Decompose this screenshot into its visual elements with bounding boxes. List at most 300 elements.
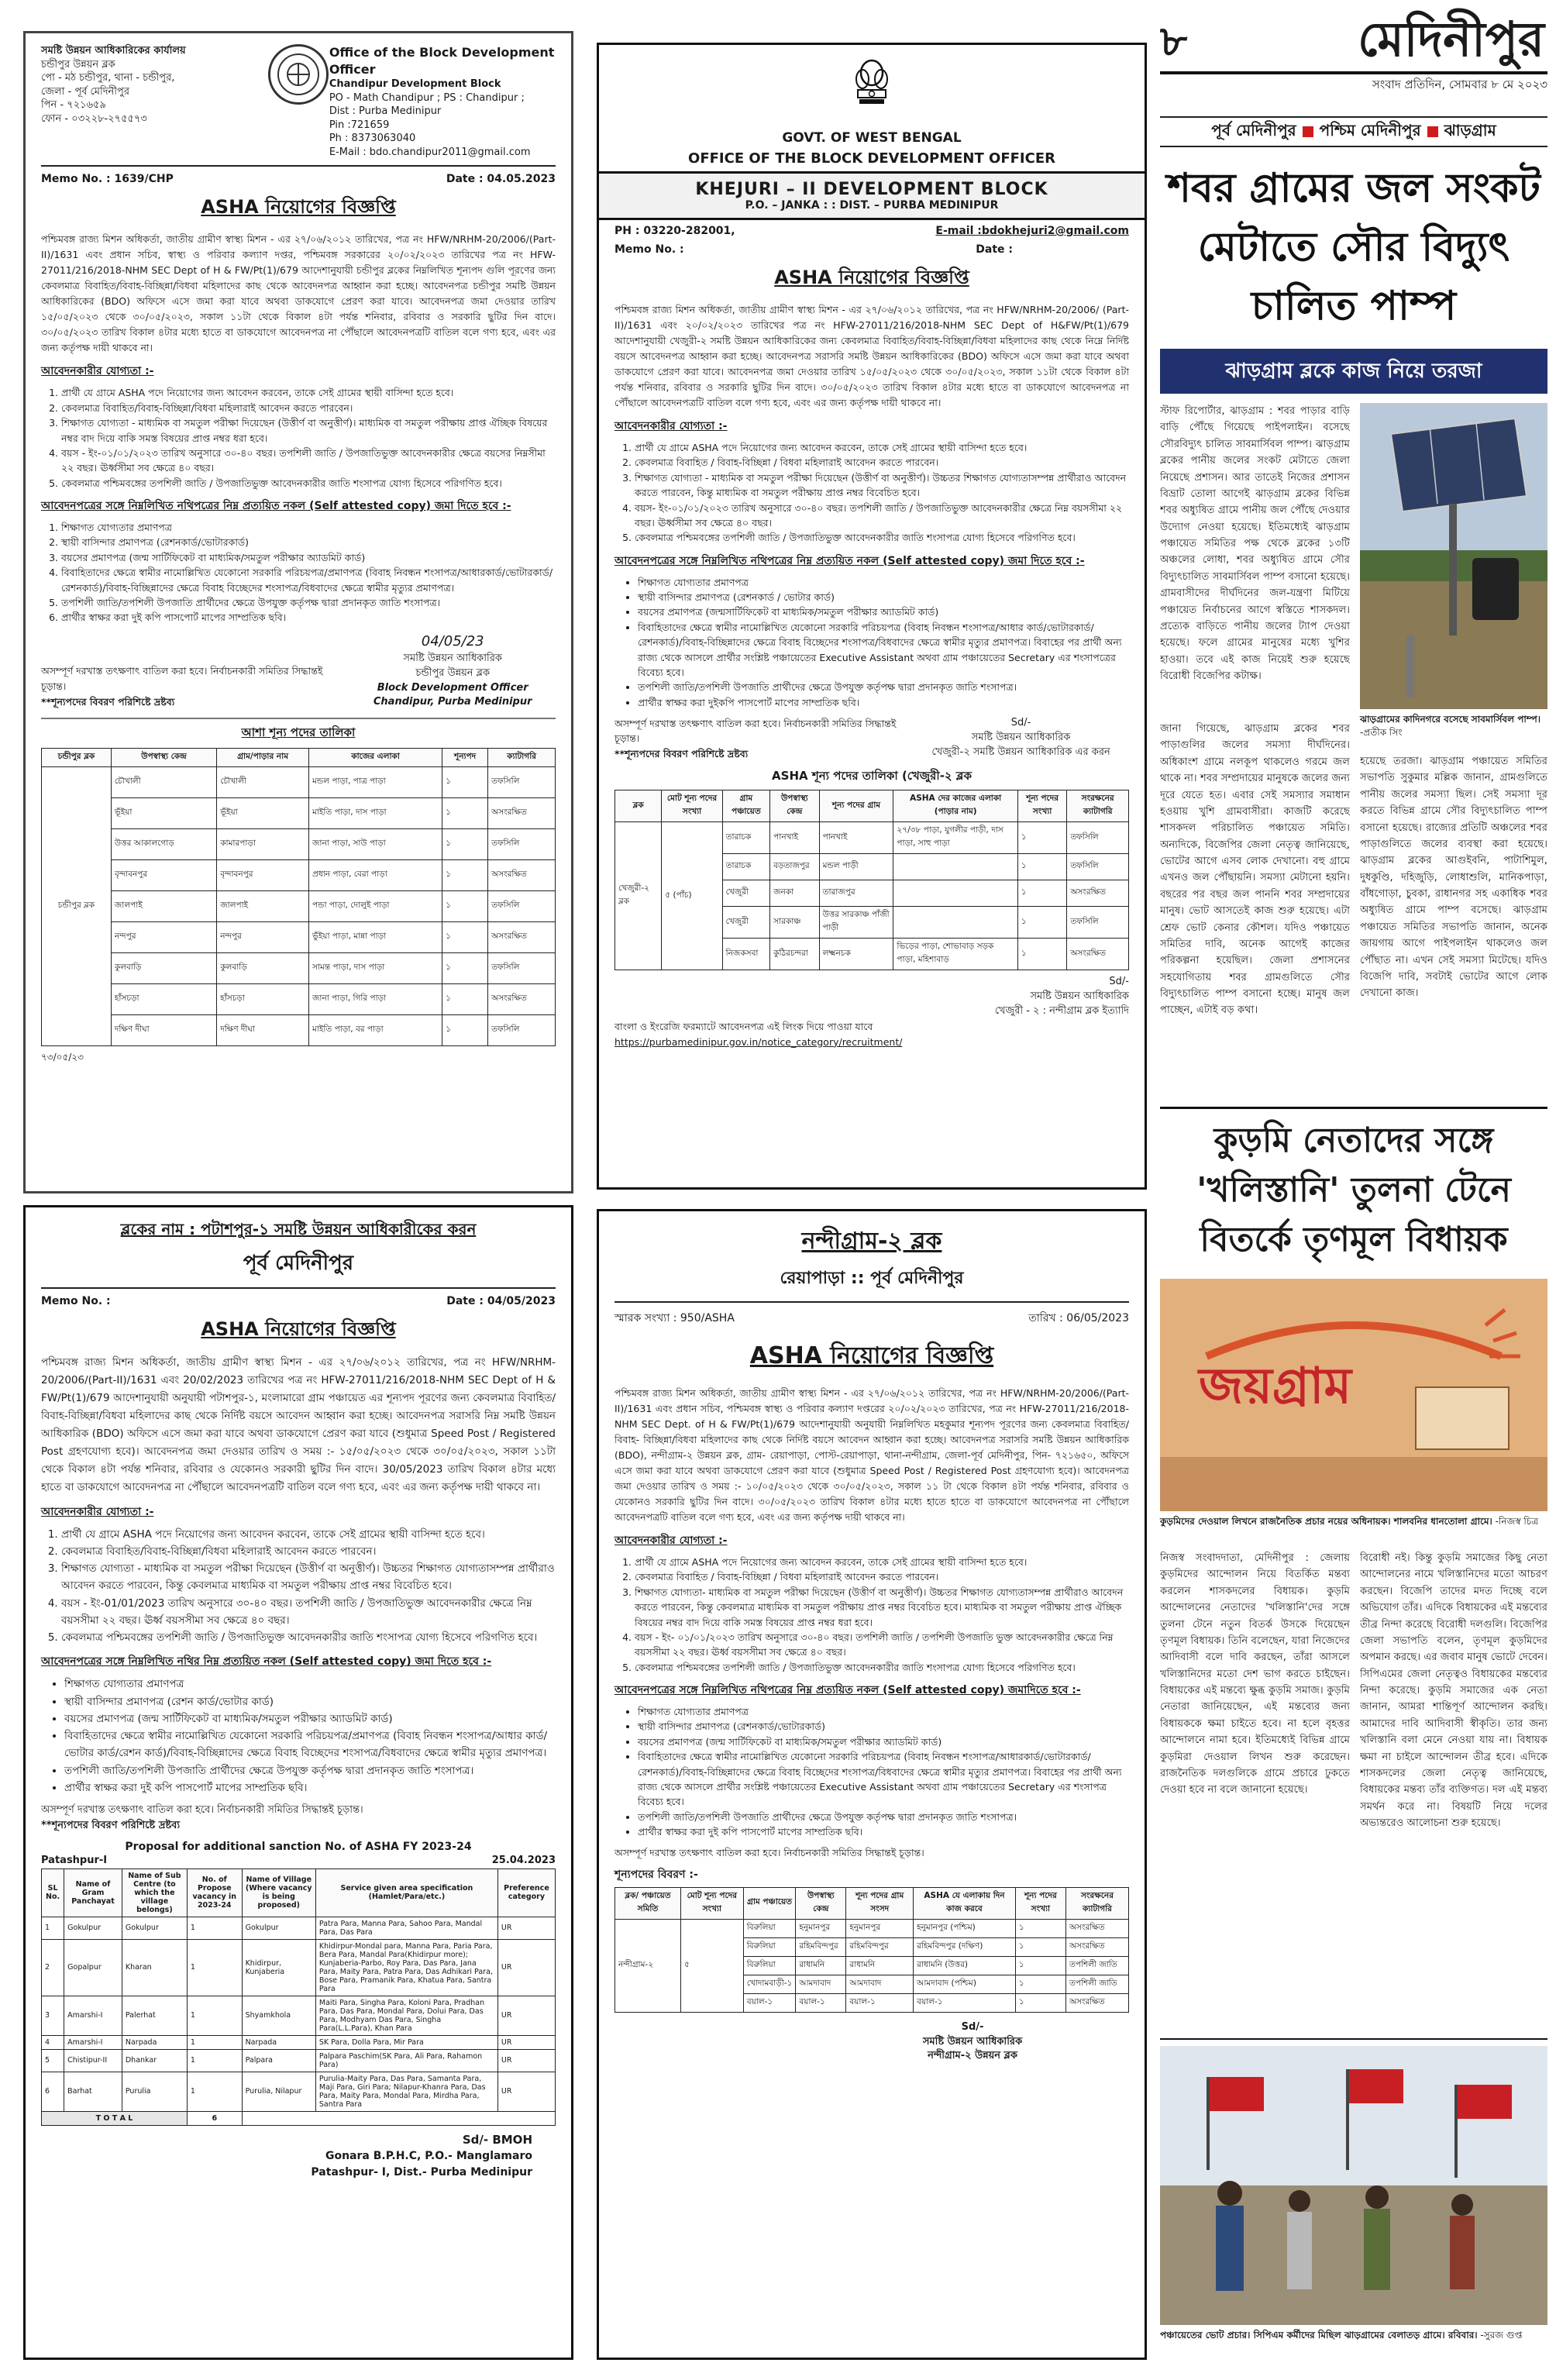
table-row bbox=[42, 767, 556, 798]
national-emblem-icon bbox=[849, 56, 895, 126]
table-row bbox=[42, 860, 556, 891]
signature-line: Sd/- bbox=[1109, 976, 1129, 988]
table-cell: রাধামনি bbox=[796, 1956, 846, 1975]
signature-line: সমষ্টি উন্নয়ন আধিকারিক bbox=[1030, 990, 1129, 1002]
header-line: Chandipur Development Block bbox=[329, 78, 501, 91]
table-cell: 4 bbox=[42, 2035, 64, 2049]
documents-list bbox=[614, 575, 1129, 710]
table-cell: তফসিলি bbox=[488, 829, 556, 860]
table-cell: হনুমানপুর (পশ্চিম) bbox=[914, 1919, 1016, 1937]
table-cell: চৌখালী bbox=[217, 767, 309, 798]
memo-row bbox=[41, 1295, 556, 1307]
list-item: 4. বয়স - ইং- ০১/০১/২০২৩ তারিখ অনুসারে ৩০-৪০ বছর। তপশিলী জাতি / তপশিলী উপজাতি ভুক্ত আবেদনকারীর ক্ষেত্রে নিম্ন বয়সসীমা ২২ বছর। ঊর্ধ্ব বয়সসীমা সব ক্ষেত্রে ৪০ বছর। bbox=[635, 1630, 1129, 1660]
signature-block-2 bbox=[614, 975, 1129, 1019]
photo-credit: -নিজস্ব চিত্র bbox=[1495, 1516, 1539, 1527]
notice-khejuri bbox=[597, 43, 1147, 1190]
list-item: • তপশিলী জাতি/তপশিলী উপজাতি প্রার্থীদের ক্ষেত্রে উপযুক্ত কর্তৃপক্ষ দ্বারা প্রদানকৃত জাতি শংসাপত্র। bbox=[638, 680, 1129, 694]
signature-line: Chandipur, Purba Medinipur bbox=[373, 696, 532, 708]
header-line: Pin :721659 bbox=[329, 119, 390, 131]
signature-line: Gonara B.P.H.C, P.O.- Manglamaro bbox=[325, 2150, 532, 2163]
table-total-value: 6 bbox=[187, 2111, 242, 2125]
table-cell: ১ bbox=[442, 984, 488, 1015]
table-cell: UR bbox=[497, 1917, 555, 1939]
story-text: জানা গিয়েছে, ঝাড়গ্রাম ব্লকের শবর পাড়াগুলির জলের সমস্যা দীর্ঘদিনের। অধিকাংশ গ্রামে নলকূপ থাকলেও গরমে জল থাকে না। শবর সম্প্রদায়ের মানুষকে জলের জন্য দূরে যেতে হত। এবার সেই সমস্যার সমাধান হওয়ায় খুশি গ্রামবাসীরা। কাজটি করেছে শাসকদল পরিচালিত পঞ্চায়েত সমিতি। অন্যদিকে, বিজেপির জেলা নেতৃত্ব জানিয়েছে, ভোটের আগে এসব লোক দেখানো। বহু গ্রামে এখনও জল পৌঁছায়নি। সমস্যা মেটানো হয়নি। বছরের পর বছর জল পাননি শবর সম্প্রদায়ের মানুষ। ভোট আসতেই কাজ শুরু হয়েছে। এটা শ্রেফ ভোট কেনার কৌশল। যদিও পঞ্চায়েত সমিতির দাবি, অনেক আগেই কাজের পরিকল্পনা হয়েছিল। জেলা প্রশাসনের সহযোগিতায় শবর গ্রামগুলিতে সৌর বিদ্যুৎচালিত পাম্প বসানো হচ্ছে। মানুষ জল পাচ্ছেন, এটাই বড় কথা। bbox=[1160, 723, 1350, 1017]
table-cell: ১ bbox=[1015, 1956, 1065, 1975]
table-cell: দক্ষিণ দীঘা bbox=[217, 1015, 309, 1046]
documents-heading: আবেদনপত্রের সঙ্গে নিম্নলিখিত নথিপত্রের নিম্ন প্রত্যয়িত নকল (Self attested copy) জমা দিতে হবে :- bbox=[41, 500, 511, 513]
table-cell: জানা পাড়া, গিরি পাড়া bbox=[309, 984, 442, 1015]
signature-line: Block Development Officer bbox=[377, 681, 528, 694]
story-text: বিরোধী নই। কিন্তু কুড়মি সমাজের কিছু নেতা আন্দোলনের নামে খলিস্তানিদের মতো আচরণ করছেন। বিজেপি তাদের মদত দিচ্ছে বলে অভিযোগ তাঁর। এদিকে বিধায়কের এই মন্তব্যের তীব্র নিন্দা করেছে বিরোধী দলগুলি। বিজেপির জেলা সভাপতি বলেন, তৃণমূল কুড়মিদের অপমান করছে। এর জবাব মানুষ ভোটে দেবেন। সিপিএমের জেলা নেতৃত্বও বিধায়কের মন্তব্যের নিন্দা করেছে। কুড়মি সমাজের এক নেতা জানান, আমরা শান্তিপূর্ণ আন্দোলন করছি। আমাদের দাবি আদিবাসী স্বীকৃতি। তার জন্য খলিস্তানি বলা মেনে নেওয়া যায় না। বিধায়ক ক্ষমা না চাইলে আন্দোলন তীব্র হবে। এদিকে শাসকদলের জেলা নেতৃত্ব জানিয়েছে, বিধায়কের মন্তব্য তাঁর ব্যক্তিগত। দল এই মন্তব্য সমর্থন করে না। বিষয়টি নিয়ে দলের অভ্যন্তরেও আলোচনা শুরু হয়েছে। bbox=[1360, 1552, 1547, 1829]
table-cell: রাধামনি bbox=[846, 1956, 914, 1975]
table-cell: ৫ (পাঁচ) bbox=[662, 822, 722, 970]
table-cell: UR bbox=[497, 2035, 555, 2049]
district-heading: রেয়াপাড়া :: পূর্ব মেদিনীপুর bbox=[780, 1269, 964, 1288]
headline-strap: ঝাড়গ্রাম ব্লকে কাজ নিয়ে তরজা bbox=[1160, 349, 1547, 394]
list-item: 3. বয়সের প্রমাণপত্র (জন্ম সার্টিফিকেট বা মাধ্যমিক/সমতুল পরীক্ষার অ্যাডমিট কার্ড) bbox=[61, 550, 556, 565]
vacancy-table bbox=[614, 790, 1129, 970]
notice-date: তারিখ : 06/05/2023 bbox=[1028, 1312, 1129, 1324]
list-item: • বয়সের প্রমাণপত্র (জন্মসার্টিফিকেট বা মাধ্যমিক/সমতুল পরীক্ষার অ্যাডমিট কার্ড) bbox=[638, 604, 1129, 619]
table-row bbox=[615, 822, 1129, 854]
table-cell: তফসিলি bbox=[488, 891, 556, 922]
table-header-cell: গ্রাম পঞ্চায়েত bbox=[722, 790, 770, 822]
table-cell: ভিড়ের পাড়া, শোভাবাড় সড়ক পাড়া, মহিশাবাড় bbox=[893, 939, 1017, 970]
signature-block bbox=[816, 2020, 1129, 2065]
table-cell: 1 bbox=[187, 1917, 242, 1939]
government-seal-icon bbox=[268, 44, 329, 105]
table-cell: বৃন্দাবনপুর bbox=[111, 860, 216, 891]
table-row bbox=[42, 984, 556, 1015]
table-cell: বিরুলিয়া bbox=[743, 1919, 796, 1937]
table-row bbox=[42, 1939, 556, 1996]
signature-block bbox=[41, 2132, 532, 2180]
table-date: 25.04.2023 bbox=[491, 1854, 556, 1866]
table-cell: Barhat bbox=[64, 2072, 122, 2111]
table-header-cell: কাজের এলাকা bbox=[309, 749, 442, 767]
notice-title: ASHA নিয়োগের বিজ্ঞপ্তি bbox=[201, 196, 396, 219]
notice-title: ASHA নিয়োগের বিজ্ঞপ্তি bbox=[749, 1342, 994, 1369]
signature-line: সমষ্টি উন্নয়ন আধিকারিক bbox=[922, 2035, 1023, 2048]
table-cell: ১ bbox=[1015, 1937, 1065, 1956]
table-cell: Purulia, Nilapur bbox=[242, 2072, 315, 2111]
notice-date: Date : bbox=[976, 243, 1013, 256]
table-cell: ভূঁইয়া bbox=[217, 798, 309, 829]
table-cell: উত্তর সারকাঞ্চ পাঁজী পাড়ী bbox=[819, 907, 893, 939]
memo-number: Memo No. : 1639/CHP bbox=[41, 173, 174, 186]
notice-body: পশ্চিমবঙ্গ রাজ্য মিশন অধিকর্তা, জাতীয় গ্রামীণ স্বাস্থ্য মিশন - এর ২৭/০৬/২০১২ তারিখের, পত্র নং HFW/NRHM-20/2006/(Part-II)/1631 এবং 20/02/2023 তারিখের পত্র নং HFW-27011/216/2018-NHM SEC Dept of H & FW/Pt(1)/679 আদেশানুযায়ী অনুযায়ী পটাশপুর-১, মংলামারো গ্রাম পঞ্চায়েত এর শূন্যপদ পূরণের জন্য কেবলমাত্র বিবাহিত/বিবাহ-বিচ্ছিন্না/বিধবা মহিলাদের কাছ থেকে নির্দিষ্ট বয়সে আবেদন আহ্বান করা হচ্ছে। আবেদনপত্র সরাসরি নিম্ন সমষ্টি উন্নয়ন আধিকারিক (BDO) অফিসে এসে জমা করা যাবে অথবা ডাকযোগে প্রেরণ করা যাবে (শুধুমাত্র Speed Post / Registered Post গ্রহণযোগ্য হবে)। আবেদনপত্র জমা দেওয়ার তারিখ ও সময় :- ১৫/০৫/২০২৩ থেকে ৩০/০৫/২০২৩, সকাল ১১টা থেকে বিকাল ৪টা পর্যন্ত শনিবার, রবিবার ও যেকোনও সরকারী ছুটির দিন বাদে। 30/05/2023 তারিখ বিকাল ৪টার মধ্যে হাতে বা ডাকযোগে আবেদনপত্র না পৌঁছালে আবেদনপত্রটি বাতিল বলে গণ্য হবে, এবং এর জন্য কর্তৃপক্ষ দায়ী থাকবে না। bbox=[41, 1356, 556, 1493]
list-item: 4. বয়স- ইং-০১/০১/২০২৩ তারিখ অনুসারে ৩০-৪০ বছর। তপশিলী জাতি / উপজাতিভুক্ত আবেদনকারীর ক্ষেত্রে নিম্ন বয়সসীমা ২২ বছর। ঊর্ধ্বসীমা সব ক্ষেত্রে ৪০ বছর। bbox=[635, 501, 1129, 531]
masthead bbox=[1160, 9, 1547, 108]
table-cell: কুঠিরচন্দরা bbox=[770, 939, 819, 970]
table-header-cell: সংরক্ষনের ক্যাটাগরি bbox=[1067, 790, 1129, 822]
table-cell: খেজুরী bbox=[722, 907, 770, 939]
list-item: 5. তপশিলী জাতি/তপশিলী উপজাতি প্রার্থীদের ক্ষেত্রে উপযুক্ত কর্তৃপক্ষ দ্বারা প্রদানকৃত জাতি শংসাপত্র। bbox=[61, 595, 556, 610]
list-item: • শিক্ষাগত যোগ্যতার প্রমাণপত্র bbox=[638, 575, 1129, 590]
table-cell: Narpada bbox=[242, 2035, 315, 2049]
table-cell: রাধামনি (উত্তর) bbox=[914, 1956, 1016, 1975]
table-cell: UR bbox=[497, 2049, 555, 2072]
header-line: Office of the Block Development Officer bbox=[329, 45, 555, 77]
photo-caption bbox=[1160, 2329, 1547, 2342]
table-header-cell: Preference category bbox=[497, 1869, 555, 1917]
block-banner bbox=[599, 171, 1145, 220]
signature-line: Sd/- bbox=[961, 2020, 984, 2033]
list-item: • স্থায়ী বাসিন্দার প্রমাণপত্র (রেশনকার্ড / ভোটার কার্ড) bbox=[638, 590, 1129, 604]
table-cell: বিরুলিয়া bbox=[743, 1937, 796, 1956]
footer-note: অসম্পূর্ণ দরখাস্ত তৎক্ষণাৎ বাতিল করা হবে। নির্বাচনকারী সমিতির সিদ্ধান্তই চূড়ান্ত। bbox=[614, 1847, 924, 1859]
wall-writing-photo bbox=[1160, 1279, 1547, 1511]
table-cell: তফসিলি bbox=[488, 767, 556, 798]
list-item: • বয়সের প্রমাণপত্র (জন্ম সার্টিফিকেট বা মাধ্যমিক/সমতুল পরীক্ষার অ্যাডমিট কার্ড) bbox=[64, 1710, 556, 1727]
photo-credit: -প্রতীক সিং bbox=[1360, 726, 1403, 738]
table-cell: Khidirpur, Kunjaberia bbox=[242, 1939, 315, 1996]
table-cell: Palpara Paschim(SK Para, Ali Para, Rahamon Para) bbox=[315, 2049, 497, 2072]
table-cell: ১ bbox=[442, 767, 488, 798]
table-row bbox=[42, 922, 556, 953]
footer-note: অসম্পূর্ণ দরখাস্ত তৎক্ষণাৎ বাতিল করা হবে। নির্বাচনকারী সমিতির সিদ্ধান্তই চূড়ান্ত। bbox=[41, 665, 323, 693]
dateline: সংবাদ প্রতিদিন, সোমবার ৮ মে ২০২৩ bbox=[1372, 77, 1547, 91]
list-item: 5. কেবলমাত্র পশ্চিমবঙ্গের তপশিলী জাতি / উপজাতিভুক্ত আবেদনকারীর জাতি শংসাপত্র যোগ্য হিসেবে পরিগণিত হবে। bbox=[61, 1629, 556, 1646]
signature-line: Patashpur- I, Dist.- Purba Medinipur bbox=[311, 2165, 532, 2179]
table-cell: নন্দপুর bbox=[111, 922, 216, 953]
header-line: পিন - ৭২১৬৫৯ bbox=[41, 99, 106, 112]
seal-wrap bbox=[267, 44, 329, 159]
table-cell: প্রধান পাড়া, বেরা পাড়া bbox=[309, 860, 442, 891]
memo-number: স্মারক সংখ্যা : 950/ASHA bbox=[614, 1312, 735, 1324]
table-cell: তারাচক bbox=[722, 854, 770, 880]
photo-caption-text: পঞ্চায়েতের ভোট প্রচার। সিপিএম কর্মীদের মিছিল ঝাড়গ্রামের বেলাতড় গ্রামে। রবিবার। bbox=[1160, 2330, 1478, 2340]
section-name: মেদিনীপুর bbox=[1358, 11, 1544, 67]
header-line: Dist : Purba Medinipur bbox=[329, 105, 442, 118]
table-cell: 3 bbox=[42, 1996, 64, 2035]
list-item: 4. বয়স - ইং-০১/০১/২০২৩ তারিখ অনুসারে ৩০-৪০ বছর। তপশিলী জাতি / উপজাতিভুক্ত আবেদনকারীর ক্ষেত্রে বয়সের নিম্নসীমা ২২ বছর। ঊর্ধ্বসীমা সব ক্ষেত্রে ৪০ বছর। bbox=[61, 446, 556, 476]
table-cell: তারাজপুর bbox=[819, 880, 893, 907]
memo-row bbox=[614, 243, 1129, 256]
notice-title: ASHA নিয়োগের বিজ্ঞপ্তি bbox=[774, 267, 969, 288]
table-block-name: Patashpur-I bbox=[41, 1854, 108, 1866]
wall-writing-text: জয়গ্রাম bbox=[1199, 1357, 1351, 1415]
signature-line: Sd/- bbox=[1010, 717, 1031, 728]
table-cell: বড়তাজপুর bbox=[770, 854, 819, 880]
list-item: 4. বয়স - ইং-01/01/2023 তারিখ অনুসারে ৩০-৪০ বছর। তপশিলী জাতি / উপজাতিভুক্ত আবেদনকারীর ক্ষেত্রে নিম্ন বয়সসীমা ২২ বছর। ঊর্ধ্ব বয়সসীমা সব ক্ষেত্রে ৪০ বছর। bbox=[61, 1595, 556, 1630]
table-row bbox=[42, 829, 556, 860]
table-row bbox=[615, 1919, 1129, 1937]
table-cell: রহিমবিন্দপুর bbox=[796, 1937, 846, 1956]
application-form-note: বাংলা ও ইংরেজি ফরম্যাটে আবেদনপত্র এই লিংক দিয়ে পাওয়া যাবে bbox=[614, 1020, 873, 1032]
table-cell: বয়াল-১ bbox=[914, 1993, 1016, 2012]
memo-number: Memo No. : bbox=[41, 1295, 111, 1307]
table-cell: তপশিলী জাতি bbox=[1065, 1956, 1128, 1975]
signature-line: খেজুরী-২ সমষ্টি উন্নয়ন আধিকারিক এর করন bbox=[931, 746, 1110, 758]
header-line: জেলা - পূর্ব মেদিনীপুর bbox=[41, 85, 130, 98]
table-cell: আমদাবাদ (পশ্চিম) bbox=[914, 1975, 1016, 1993]
district-bar bbox=[1160, 116, 1547, 147]
list-item: • স্থায়ী বাসিন্দার প্রমাণপত্র (রেশন কার্ড/ভোটার কার্ড) bbox=[64, 1693, 556, 1710]
table-cell: তফসিলি bbox=[1067, 822, 1129, 854]
list-item: 1. শিক্ষাগত যোগ্যতার প্রমাণপত্র bbox=[61, 520, 556, 535]
vacancy-table-title: শূন্যপদের বিবরণ :- bbox=[614, 1868, 698, 1881]
table-cell: ১ bbox=[442, 798, 488, 829]
table-cell: ১ bbox=[442, 891, 488, 922]
application-form-link[interactable]: https://purbamedinipur.gov.in/notice_category/recruitment/ bbox=[614, 1035, 903, 1048]
table-cell: Gopalpur bbox=[64, 1939, 122, 1996]
district-label: ঝাড়গ্রাম bbox=[1444, 120, 1496, 139]
list-item: • প্রার্থীর স্বাক্ষর করা দুই কপি পাসপোর্ট মাপের সাম্প্রতিক ছবি। bbox=[638, 1824, 1129, 1839]
table-row bbox=[42, 2035, 556, 2049]
list-item: • বয়সের প্রমাণপত্র (জন্ম সার্টিফিকেট বা মাধ্যমিক/সমতুল পরীক্ষার অ্যাডমিট কার্ড) bbox=[638, 1734, 1129, 1749]
list-item: • বিবাহিতাদের ক্ষেত্রে স্বামীর নামোল্লিখিত যেকোনো সরকারি পরিচয়পত্র/প্রমাণপত্র (বিবাহ নিবন্ধন শংসাপত্র/আধার কার্ড/ভোটার কার্ড/রেশন কার্ড)/বিবাহ-বিচ্ছিন্নাদের ক্ষেত্রে বিবাহ বিচ্ছেদের শংসাপত্র/বিধবাদের ক্ষেত্রে স্বামীর মৃত্যুর প্রমাণপত্র। bbox=[64, 1727, 556, 1762]
table-cell: 2 bbox=[42, 1939, 64, 1996]
table-cell: Palpara bbox=[242, 2049, 315, 2072]
office-phone: PH : 03220-282001, bbox=[614, 225, 735, 237]
list-item: 3. শিক্ষাগত যোগ্যতা - মাধ্যমিক বা সমতুল পরীক্ষা দিয়েছেন (উত্তীর্ণ বা অনুত্তীর্ণ)। উচ্চতর শিক্ষাগত যোগ্যতাসম্পন্ন প্রার্থীরাও আবেদন করতে পারবেন, কিন্তু মাধ্যমিক বা সমতুল পরীক্ষায় প্রাপ্ত নম্বর বিবেচিত হবে। bbox=[635, 470, 1129, 501]
footer-note-2: **শূন্যপদের বিবরণ পরিশিষ্টে দ্রষ্টব্য bbox=[41, 696, 175, 708]
table-cell: জালপাই bbox=[217, 891, 309, 922]
signature-block bbox=[913, 716, 1129, 760]
table-cell: মাইতি পাড়া, বর পাড়া bbox=[309, 1015, 442, 1046]
footer-note-2: **শূন্যপদের বিবরণ পরিশিষ্টে দ্রষ্টব্য bbox=[41, 1820, 181, 1832]
table-header-cell: ক্যাটাগরি bbox=[488, 749, 556, 767]
table-cell: রহিমবিন্দপুর bbox=[846, 1937, 914, 1956]
table-cell: অসংরক্ষিত bbox=[1067, 939, 1129, 970]
table-cell: মন্ডল পাড়ী bbox=[819, 854, 893, 880]
table-cell: পন্ডা পাড়া, দোলুই পাড়া bbox=[309, 891, 442, 922]
table-header-cell: ASHA যে এলাকায় দিন কাজ করবে bbox=[914, 1887, 1016, 1919]
contact-row bbox=[614, 225, 1129, 237]
office-email[interactable]: E-mail :bdokhejuri2@gmail.com bbox=[935, 225, 1129, 237]
table-cell: ১ bbox=[442, 829, 488, 860]
table-header-cell: মোট শূন্য পদের সংখ্যা bbox=[680, 1887, 743, 1919]
table-cell: অসংরক্ষিত bbox=[488, 860, 556, 891]
list-item: 2. স্থায়ী বাসিন্দার প্রমাণপত্র (রেশনকার্ড/ভোটারকার্ড) bbox=[61, 535, 556, 549]
table-cell: Amarshi-I bbox=[64, 1996, 122, 2035]
letterhead-english bbox=[329, 44, 556, 159]
list-item: 2. কেবলমাত্র বিবাহিত / বিবাহ-বিচ্ছিন্না / বিধবা মহিলারাই আবেদন করতে পারবেন। bbox=[635, 455, 1129, 470]
header-line: সমষ্টি উন্নয়ন আধিকারিকের কার্যালয় bbox=[41, 45, 186, 57]
table-header-cell: শূন্য পদের গ্রাম সংসদ bbox=[846, 1887, 914, 1919]
table-row bbox=[42, 798, 556, 829]
photo-caption bbox=[1360, 713, 1547, 739]
story-text: নিজস্ব সংবাদদাতা, মেদিনীপুর : জেলায় কুড়মিদের আন্দোলন নিয়ে বিতর্কিত মন্তব্য করলেন শাসকদলের বিধায়ক। কুড়মি আন্দোলনের নেতাদের 'খলিস্তানি'দের সঙ্গে তুলনা টেনে নতুন বিতর্ক উসকে দিয়েছেন তৃণমূল বিধায়ক। তিনি বলেছেন, যারা নিজেদের আদিবাসী বলে দাবি করছেন, তাঁরা আসলে খলিস্তানিদের মতো দেশ ভাগ করতে চাইছেন। বিধায়কের এই মন্তব্যে ক্ষুব্ধ কুড়মি সমাজ। কুড়মি নেতারা জানিয়েছেন, এই মন্তব্যের জন্য বিধায়ককে ক্ষমা চাইতে হবে। না হলে বৃহত্তর আন্দোলনে নামা হবে। ইতিমধ্যেই বিভিন্ন গ্রামে কুড়মিরা দেওয়াল লিখন শুরু করেছেন। রাজনৈতিক দলগুলিকে গ্রামে প্রচারে ঢুকতে দেওয়া হবে না বলে জানানো হয়েছে। bbox=[1160, 1552, 1350, 1796]
eligibility-heading: আবেদনকারীর যোগ্যতা :- bbox=[614, 420, 728, 432]
table-cell: আমদাবাদ bbox=[846, 1975, 914, 1993]
table-cell: Maiti Para, Singha Para, Koloni Para, Pradhan Para, Das Para, Mondal Para, Dolui Para, Das Para, Modhyam Das Para, Singha Para(L.L.Para), Khan Para bbox=[315, 1996, 497, 2035]
government-name: GOVT. OF WEST BENGAL bbox=[782, 130, 962, 146]
vacancy-table-title: Proposal for additional sanction No. of ASHA FY 2023-24 bbox=[125, 1840, 472, 1853]
notice-body: পশ্চিমবঙ্গ রাজ্য মিশন অধিকর্তা, জাতীয় গ্রামীণ স্বাস্থ্য মিশন - এর ২৭/০৬/২০১২ তারিখের, পত্র নং HFW/NRHM-20/2006/ (Part-II)/1631 এবং ২০/০২/২০২৩ তারিখের পত্র নং HFW-27011/216/2018-NHM SEC Dept of H&FW/Pt(1)/679 আদেশানুযায়ী খেজুরী-২ সমষ্টি উন্নয়ন আধিকারিকের জন্য কেবলমাত্র বিবাহিত/বিবাহ-বিচ্ছিন্না/বিধবা মহিলাদের কাছ থেকে নিম্নে নির্দিষ্ট বয়সে আবেদনপত্র আহ্বান করা হচ্ছে। আবেদনপত্র সরাসরি সমষ্টি উন্নয়ন আধিকারিকের (BDO) অফিসে এসে জমা করা যাবে অথবা ডাকযোগে প্রেরণ করা যাবে। আবেদনপত্র জমা দেওয়ার তারিখ ১৫/০৫/২০২৩ থেকে ৩০/০৫/২০২৩, সকাল ১১টা থেকে বিকাল ৪টা পর্যন্ত শনিবার, রবিবার ও সরকারি ছুটির দিন বাদে। ৩০/০৫/২০২৩ তারিখ বিকাল ৪টার মধ্যে হাতে বা ডাকযোগে আবেদনপত্র না পৌঁছালে আবেদনপত্রটি বাতিল বলে গণ্য হবে, এবং এর জন্য কর্তৃপক্ষ দায়ী থাকবে না। bbox=[614, 304, 1129, 408]
signature-block bbox=[349, 632, 556, 710]
documents-heading: আবেদনপত্রের সঙ্গে নিম্নলিখিত নথির নিম্ন প্রত্যয়িত নকল (Self attested copy) জমা দিতে হবে :- bbox=[41, 1655, 492, 1669]
square-marker-icon bbox=[1427, 126, 1438, 137]
table-row bbox=[42, 953, 556, 984]
notice-nandigram bbox=[597, 1209, 1147, 2360]
table-cell: Palerhat bbox=[122, 1996, 187, 2035]
table-cell: কুলবাড়ি bbox=[217, 953, 309, 984]
block-name: KHEJURI – II DEVELOPMENT BLOCK bbox=[695, 180, 1048, 199]
table-cell: UR bbox=[497, 1996, 555, 2035]
table-cell: অসংরক্ষিত bbox=[488, 984, 556, 1015]
vacancy-table bbox=[614, 1887, 1129, 2013]
letterhead-bengali bbox=[41, 44, 267, 159]
table-cell: অসংরক্ষিত bbox=[488, 798, 556, 829]
table-cell: Gokulpur bbox=[242, 1917, 315, 1939]
table-cell: মাইতি পাড়া, দাস পাড়া bbox=[309, 798, 442, 829]
table-cell: ১ bbox=[442, 922, 488, 953]
vacancy-table bbox=[41, 748, 556, 1046]
documents-heading: আবেদনপত্রের সঙ্গে নিম্নলিখিত নথিপত্রের নিম্ন প্রত্যয়িত নকল (Self attested copy) জমাদিতে হবে :- bbox=[614, 1684, 1081, 1696]
block-heading: ব্লকের নাম : পটাশপুর-১ সমষ্টি উন্নয়ন আধিকারীকের করন bbox=[120, 1220, 477, 1238]
table-row bbox=[42, 2072, 556, 2111]
table-cell: কামারপাড়া bbox=[217, 829, 309, 860]
signature-line: সমষ্টি উন্নয়ন আধিকারিক bbox=[971, 731, 1071, 743]
table-cell: পানখাই bbox=[770, 822, 819, 854]
table-cell: Narpada bbox=[122, 2035, 187, 2049]
block-address: P.O. – JANKA : : DIST. – PURBA MEDINIPUR bbox=[745, 199, 999, 212]
table-cell: Kharan bbox=[122, 1939, 187, 1996]
table-header-cell: Name of Village (Where vacancy is being proposed) bbox=[242, 1869, 315, 1917]
table-cell: ভূঁইয়া bbox=[111, 798, 216, 829]
table-cell: ১ bbox=[1017, 854, 1066, 880]
eligibility-heading: আবেদনকারীর যোগ্যতা :- bbox=[614, 1534, 728, 1547]
table-cell: ১ bbox=[1015, 1993, 1065, 2012]
list-item: • তপশিলী জাতি/তপশিলী উপজাতি প্রার্থীদের ক্ষেত্রে উপযুক্ত কর্তৃপক্ষ দ্বারা প্রদানকৃত জাতি শংসাপত্র। bbox=[64, 1762, 556, 1779]
square-marker-icon bbox=[1303, 126, 1313, 137]
notice-body: পশ্চিমবঙ্গ রাজ্য মিশন অধিকর্তা, জাতীয় গ্রামীণ স্বাস্থ্য মিশন - এর ২৭/০৬/২০১২ তারিখের, পত্র নং HFW/NRHM-20/2006/(Part-II)/1631 এবং প্রধান সচিব, স্বাস্থ্য ও পরিবার কল্যাণ দপ্তর, পশ্চিমবঙ্গ সরকারের ২০/০২/২০২৩ তারিখের পত্র নং HFW-27011/216/2018-NHM SEC Dept of H & FW/Pt(1)/679 আদেশানুযায়ী চন্ডীপুর ব্লকের নিম্নলিখিত শূন্যপদ গুলি পূরণের জন্য কেবলমাত্র বিবাহিত/বিবাহ-বিচ্ছিন্না/বিধবা মহিলাদের কাছ থেকে আবেদনপত্র আহ্বান করা হচ্ছে। আবেদনপত্র চন্ডীপুর সমষ্টি উন্নয়ন আধিকারিকের (BDO) অফিসে এসে জমা করা যাবে অথবা ডাকযোগে প্রেরণ করা যাবে। আবেদনপত্র জমা দেওয়ার তারিখ ১৫/০৫/২০২৩ থেকে ৩০/০৫/২০২৩, সকাল ১১টা থেকে বিকাল ৪টা পর্যন্ত শনিবার, রবিবার ও সরকারি ছুটির দিন বাদে। ৩০/০৫/২০২৩ তারিখ বিকাল ৪টার মধ্যে হাতে বা ডাকযোগে আবেদনপত্র না পৌঁছালে আবেদনপত্রটি বাতিল বলে গণ্য হবে, এবং এর জন্য কর্তৃপক্ষ দায়ী থাকবে না। bbox=[41, 233, 556, 354]
table-cell: Amarshi-I bbox=[64, 2035, 122, 2049]
table-footer: ৭৩/০৫/২৩ bbox=[41, 1052, 84, 1063]
table-cell bbox=[893, 854, 1017, 880]
table-row bbox=[42, 891, 556, 922]
list-item: 3. শিক্ষাগত যোগ্যতা - মাধ্যমিক বা সমতুল পরীক্ষা দিয়েছেন (উত্তীর্ণ বা অনুত্তীর্ণ)। উচ্চতর শিক্ষাগত যোগ্যতাসম্পন্ন প্রার্থীরাও আবেদন করতে পারবেন, কিন্তু কেবলমাত্র মাধ্যমিক বা সমতুল পরীক্ষায় প্রাপ্ত নম্বর বিবেচিত হবে। bbox=[61, 1560, 556, 1595]
table-cell: ১ bbox=[442, 1015, 488, 1046]
table-header-cell: উপস্বাস্থ্য কেন্দ্র bbox=[796, 1887, 846, 1919]
table-cell: তফসিলি bbox=[488, 953, 556, 984]
table-cell: 1 bbox=[187, 1996, 242, 2035]
table-cell: উত্তর আকালগোড় bbox=[111, 829, 216, 860]
notice-patashpur bbox=[23, 1205, 573, 2360]
memo-row bbox=[41, 173, 556, 185]
list-item: 5. কেবলমাত্র পশ্চিমবঙ্গের তপশিলী জাতি / উপজাতিভুক্ত আবেদনকারীর জাতি শংসাপত্র যোগ্য হিসেবে পরিগণিত হবে। bbox=[635, 530, 1129, 545]
table-cell: তফসিলি bbox=[488, 1015, 556, 1046]
table-header-cell: সংরক্ষনের ক্যাটাগরি bbox=[1065, 1887, 1128, 1919]
table-cell: অসংরক্ষিত bbox=[1067, 880, 1129, 907]
table-cell: 1 bbox=[187, 2035, 242, 2049]
table-header-cell: শূন্য পদের সংখ্যা bbox=[1017, 790, 1066, 822]
notice-title: ASHA নিয়োগের বিজ্ঞপ্তি bbox=[201, 1318, 396, 1340]
table-cell: তপশিলী জাতি bbox=[1065, 1975, 1128, 1993]
table-cell: ১ bbox=[1017, 822, 1066, 854]
table-header-cell: Service given area specification (Hamlet/Para/etc.) bbox=[315, 1869, 497, 1917]
table-header-cell: উপস্বাস্থ্য কেন্দ্র bbox=[770, 790, 819, 822]
eligibility-list bbox=[614, 440, 1129, 546]
table-cell: অসংরক্ষিত bbox=[1065, 1993, 1128, 2012]
table-header-cell: গ্রাম/পাড়ার নাম bbox=[217, 749, 309, 767]
table-cell: অসংরক্ষিত bbox=[1065, 1937, 1128, 1956]
table-cell: Gokulpur bbox=[122, 1917, 187, 1939]
vacancy-table-title: ASHA শূন্য পদের তালিকা (খেজুরী-২ ব্লক bbox=[772, 769, 972, 784]
notice-date: Date : 04.05.2023 bbox=[446, 173, 556, 186]
headline-main: শবর গ্রামের জল সংকট মেটাতে সৌর বিদ্যুৎ চালিত পাম্প bbox=[1167, 164, 1541, 329]
list-item: 5. কেবলমাত্র পশ্চিমবঙ্গের তপশিলী জাতি / উপজাতিভুক্ত আবেদনকারীর জাতি শংসাপত্র যোগ্য হিসেবে পরিগণিত হবে। bbox=[61, 476, 556, 491]
notice-body: পশ্চিমবঙ্গ রাজ্য মিশন অধিকর্তা, জাতীয় গ্রামীণ স্বাস্থ্য মিশন - এর ২৭/০৬/২০১২ তারিখের, পত্র নং HFW/NRHM-20/2006/(Part-II)/1631 এবং প্রধান সচিব, পশ্চিমবঙ্গ স্বাস্থ্য ও পরিবার কল্যাণ দপ্তরের ২০/০২/২০২৩ তারিখের, পত্র নং HFW-27011/216/2018-NHM SEC Dept. of H & FW/Pt(1)/679 আদেশানুযায়ী অনুযায়ী নিম্নলিখিত মহকুমার শূন্যপদ পূরণের জন্য কেবলমাত্র বিবাহিত/বিবাহ- বিচ্ছিন্না/বিধবা মহিলাদের কাছ থেকে নির্দিষ্ট বয়সে আবেদন আহ্বান করা হচ্ছে। আবেদনপত্র সরাসরি সমষ্টি উন্নয়ন আধিকারিক (BDO), নন্দীগ্রাম-২ উন্নয়ন ব্লক, গ্রাম- রেয়াপাড়া, পোস্ট-রেয়াপাড়া, থানা-নন্দীগ্রাম, জেলা-পূর্ব মেদিনীপুর, পিন- ৭২১৬৫০, অফিসে এসে জমা করা যাবে অথবা ডাকযোগে প্রেরণ করা যাবে (শুধুমাত্র Speed Post / Registered Post গ্রহণযোগ্য হবে)। আবেদনপত্র জমা দেওয়ার তারিখ ও সময় :- ১০/০৫/২০২৩ থেকে ৩০/০৫/২০২৩, সকাল ১১ টা থেকে বিকাল ৪টা পর্যন্ত শনিবার, রবিবার ও যেকোনও সরকারি ছুটির দিন বাদে। ৩০/০৫/২০২৩ তারিখ বিকাল ৪টার মধ্যে হাতে হাতে বা ডাকযোগে আবেদনপত্র না পৌঁছালে আবেদনপত্রটি বাতিল বলে গণ্য হবে, এবং এর জন্য কর্তৃপক্ষ দায়ী থাকবে না। bbox=[614, 1387, 1129, 1523]
table-cell: বৃন্দাবনপুর bbox=[217, 860, 309, 891]
table-cell: খেজুরী bbox=[722, 880, 770, 907]
table-cell: অসংরক্ষিত bbox=[488, 922, 556, 953]
table-header-cell: ASHA দের কাজের এলাকা (পাড়ার নাম) bbox=[893, 790, 1017, 822]
table-cell: UR bbox=[497, 1939, 555, 1996]
table-cell: তফসিলি bbox=[1067, 907, 1129, 939]
footer-note: অসম্পূর্ণ দরখাস্ত তৎক্ষণাৎ বাতিল করা হবে। নির্বাচনকারী সমিতির সিদ্ধান্তই চূড়ান্ত। bbox=[41, 1804, 363, 1817]
list-item: • শিক্ষাগত যোগ্যতার প্রমাণপত্র bbox=[64, 1676, 556, 1693]
list-item: 2. কেবলমাত্র বিবাহিত/বিবাহ-বিচ্ছিন্না/বিধবা মহিলারাই আবেদন করতে পারবেন। bbox=[61, 401, 556, 415]
table-cell: সারকাঞ্চ bbox=[770, 907, 819, 939]
notice-chandipur bbox=[23, 31, 573, 1193]
signature-line: খেজুরী - ২ : নন্দীগ্রাম ব্লক ইত্যাদি bbox=[994, 1004, 1129, 1017]
list-item: 1. প্রার্থী যে গ্রামে ASHA পদে নিয়োগের জন্য আবেদন করবেন, তাকে সেই গ্রামের স্থায়ী বাসিন্দা হতে হবে। bbox=[61, 1526, 556, 1543]
photo-caption-text: ঝাড়গ্রামের কাদিনগরে বসেছে সাবমার্সিবল পাম্প। bbox=[1360, 714, 1541, 725]
list-item: • বিবাহিতাদের ক্ষেত্রে স্বামীর নামোল্লিখিত যেকোনো সরকারি পরিচয়পত্র (বিবাহ নিবন্ধন শংসাপত্র/আধারকার্ড/ভোটারকার্ড/রেশনকার্ড)/বিবাহ-বিচ্ছিন্নাদের ক্ষেত্রে বিবাহ বিচ্ছেদের শংসাপত্র/বিধবাদের ক্ষেত্রে স্বামীর মৃত্যুর প্রমাণপত্র। বিবাহের পর প্রার্থী অন্য রাজ্য থেকে আসলে প্রার্থীর সংশ্লিষ্ট পঞ্চায়েতের Executive Assistant অথবা গ্রাম পঞ্চায়েতের Secretary এর শংসাপত্র বিবেচ্য হবে। bbox=[638, 1749, 1129, 1810]
footer-note: অসম্পূর্ণ দরখাস্ত তৎক্ষণাৎ বাতিল করা হবে। নির্বাচনকারী সমিতির সিদ্ধান্তই চূড়ান্ত। bbox=[614, 718, 897, 745]
table-header-cell: শূন্য পদের সংখ্যা bbox=[1015, 1887, 1065, 1919]
table-cell: খোদামবাড়ী-১ bbox=[743, 1975, 796, 1993]
list-item: • শিক্ষাগত যোগ্যতার প্রমাণপত্র bbox=[638, 1704, 1129, 1719]
list-item: 5. কেবলমাত্র পশ্চিমবঙ্গের তপশিলী জাতি / উপজাতিভুক্ত আবেদনকারীর জাতি শংসাপত্র যোগ্য হিসেবে পরিগণিত হবে। bbox=[635, 1660, 1129, 1675]
district-label: পশ্চিম মেদিনীপুর bbox=[1319, 120, 1421, 139]
memo-row bbox=[614, 1309, 1129, 1328]
table-cell: পানখাই bbox=[819, 822, 893, 854]
table-header-cell: Name of Sub Centre (to which the village belongs) bbox=[122, 1869, 187, 1917]
list-item: 3. শিক্ষাগত যোগ্যতা - মাধ্যমিক বা সমতুল পরীক্ষা দিয়েছেন (উত্তীর্ণ বা অনুত্তীর্ণ)। মাধ্যমিক বা সমতুল পরীক্ষায় প্রাপ্ত ঐচ্ছিক বিষয়ের নম্বর বাদ দিয়ে বাকি সমস্ত বিষয়ের প্রাপ্ত নম্বর ধরা হবে। bbox=[61, 415, 556, 446]
table-cell: জনকা bbox=[770, 880, 819, 907]
list-item: 4. বিবাহিতাদের ক্ষেত্রে স্বামীর নামোল্লিখিত যেকোনো সরকারি পরিচয়পত্র/প্রমাণপত্র (বিবাহ নিবন্ধন শংসাপত্র/আধারকার্ড/ভোটারকার্ড/রেশনকার্ড)/বিবাহ-বিচ্ছিন্নাদের ক্ষেত্রে বিবাহ বিচ্ছেদের শংসাপত্র/বিধবাদের ক্ষেত্রে স্বামীর মৃত্যুর প্রমাণপত্র। bbox=[61, 565, 556, 595]
table-cell: 1 bbox=[187, 1939, 242, 1996]
table-cell: 5 bbox=[42, 2049, 64, 2072]
table-cell: দক্ষিণ দীঘা bbox=[111, 1015, 216, 1046]
signature-line: Sd/- BMOH bbox=[462, 2132, 532, 2147]
table-cell: আমদাবাদ bbox=[796, 1975, 846, 1993]
table-cell: বিরুলিয়া bbox=[743, 1956, 796, 1975]
table-cell: নিজকসবা bbox=[722, 939, 770, 970]
list-item: 1. প্রার্থী যে গ্রামে ASHA পদে নিয়োগের জন্য আবেদন করবেন, তাকে সেই গ্রামের স্থায়ী বাসিন্দা হতে হবে। bbox=[635, 440, 1129, 455]
table-row bbox=[42, 1015, 556, 1046]
rally-photo bbox=[1160, 2046, 1547, 2325]
letterhead bbox=[41, 44, 556, 159]
table-header-cell: মোট শূন্য পদের সংখ্যা bbox=[662, 790, 722, 822]
list-item: • প্রার্থীর স্বাক্ষর করা দুই কপি পাসপোর্ট মাপের সাম্প্রতিক ছবি। bbox=[64, 1779, 556, 1796]
photo-caption bbox=[1160, 1515, 1547, 1528]
table-row bbox=[42, 1917, 556, 1939]
table-header-cell: শূন্যপদ bbox=[442, 749, 488, 767]
table-cell: হাঁসচড়া bbox=[217, 984, 309, 1015]
photo-caption-text: কুড়মিদের দেওয়াল লিখনে রাজনৈতিক প্রচার নয়ের অধিনায়ক। শালবনির ধানতোলা গ্রামে। bbox=[1160, 1516, 1492, 1527]
signature-line: চন্ডীপুর উন্নয়ন ব্লক bbox=[415, 666, 491, 679]
table-cell: তারাচক bbox=[722, 822, 770, 854]
signature-line: সমষ্টি উন্নয়ন আধিকারিক bbox=[403, 652, 502, 664]
table-cell: ১ bbox=[1017, 939, 1066, 970]
table-cell: Dhankar bbox=[122, 2049, 187, 2072]
table-cell: UR bbox=[497, 2072, 555, 2111]
list-item: • বিবাহিতাদের ক্ষেত্রে স্বামীর নামোল্লিখিত যেকোনো সরকারি পরিচয়পত্র (বিবাহ নিবন্ধন শংসাপত্র/আধার কার্ড/ভোটারকার্ড/রেশনকার্ড)/বিবাহ-বিচ্ছিন্নাদের ক্ষেত্রে বিবাহ বিচ্ছেদের শংসাপত্র/বিধবাদের ক্ষেত্রে স্বামীর মৃত্যুর প্রমাণপত্র। বিবাহের পর প্রার্থী অন্য রাজ্য থেকে আসলে প্রার্থীর সংশ্লিষ্ট পঞ্চায়েতের Executive Assistant অথবা গ্রাম পঞ্চায়েতের Secretary এর শংসাপত্রের বিবেচ্য হবে। bbox=[638, 620, 1129, 680]
table-cell: নন্দপুর bbox=[217, 922, 309, 953]
table-cell: হাঁসচড়া bbox=[111, 984, 216, 1015]
table-cell: মন্ডল পাড়া, পাত্র পাড়া bbox=[309, 767, 442, 798]
table-cell bbox=[893, 907, 1017, 939]
table-cell: ১ bbox=[1015, 1919, 1065, 1937]
header-line: PO - Math Chandipur ; PS : Chandipur ; bbox=[329, 91, 525, 104]
story-text: স্টাফ রিপোর্টার, ঝাড়গ্রাম : শবর পাড়ার বাড়ি বাড়ি পৌঁছে গিয়েছে পাইপলাইন। বসেছে সৌরবিদ্যুৎ চালিত সাবমার্সিবল পাম্প। ঝাড়গ্রাম ব্লকের পানীয় জলের সংকট মেটাতে জেলা নিয়েছে প্রশাসন। আর তাতেই নিজের প্রশাসন বিভ্রাট তোলা আগেই ঝাড়গ্রাম ব্লকের বিভিন্ন শবর অধ্যুষিত গ্রামে পানীয় জল পৌঁছে দেওয়ার উদ্যোগ নেওয়া হয়েছে। ইতিমধ্যেই ঝাড়গ্রাম পঞ্চায়েত সমিতির পক্ষ থেকে ব্লকের ১৩টি অঞ্চলের লোধা, শবর অধ্যুষিত গ্রামে সৌর বিদ্যুৎচালিত সাবমার্সিবল পাম্প বসানো হয়েছে। গ্রামবাসীদের দীর্ঘদিনের জল-যন্ত্রণা মিটিয়ে পঞ্চায়েত নির্বাচনের আগে স্বস্তিতে শাসকদল। প্রত্যেক বাড়িতে পানীয় জলের ট্যাপ দেওয়া হয়েছে। ফলে গ্রামের মানুষের মধ্যে খুশির হাওয়া। তবে এই কাজ নিয়েই শুরু হয়েছে বিরোধী বিজেপির কটাক্ষ। bbox=[1160, 405, 1350, 682]
list-item: 6. প্রার্থীর স্বাক্ষর করা দুই কপি পাসপোর্ট মাপের সাম্প্রতিক ছবি। bbox=[61, 610, 556, 625]
